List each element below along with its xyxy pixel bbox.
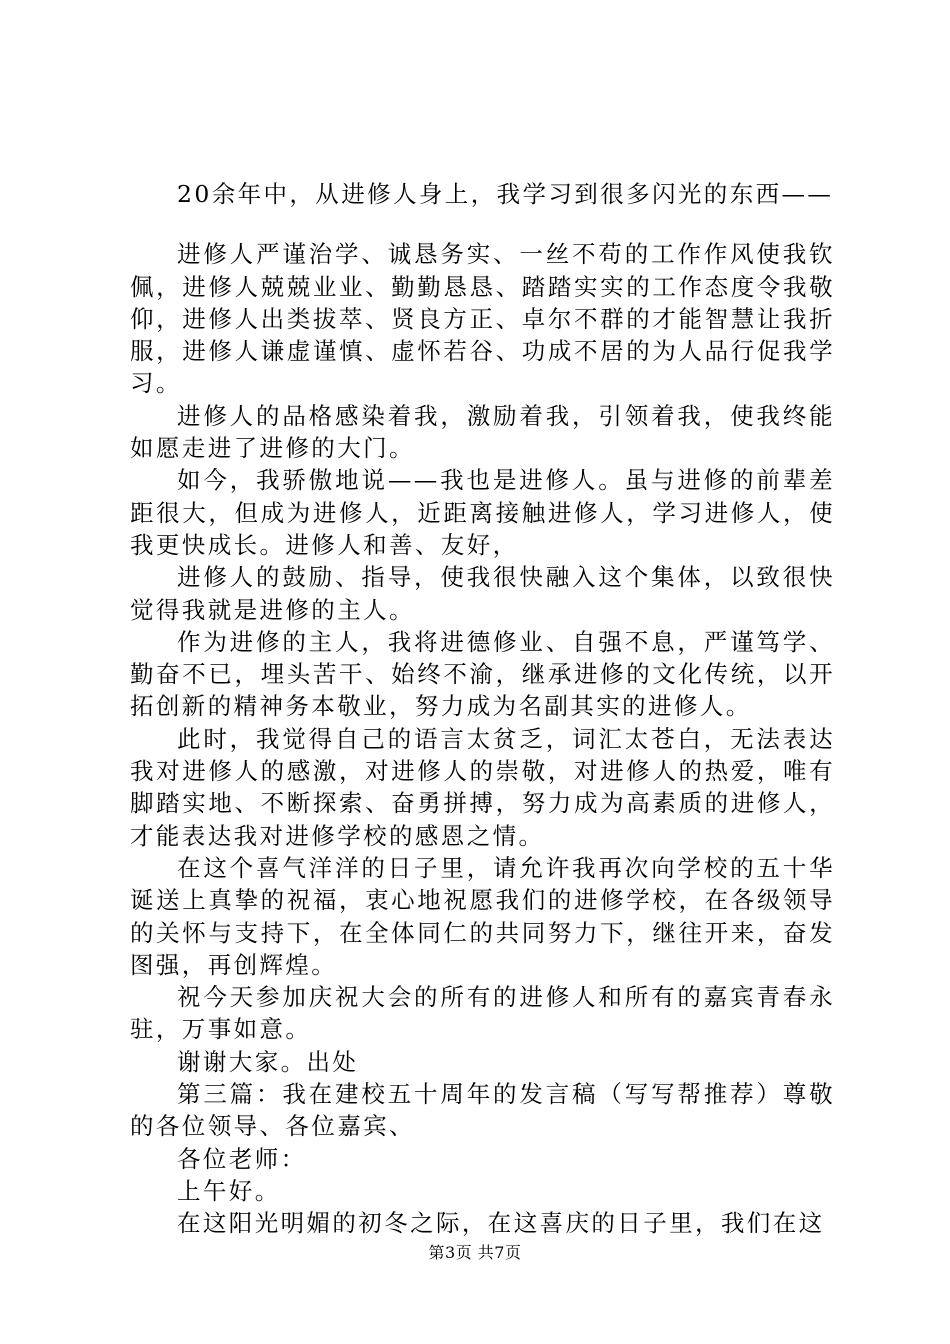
paragraph: 上午好。	[177, 1176, 281, 1205]
paragraph: 作为进修的主人，我将进德修业、自强不息，严谨笃学、勤奋不已，埋头苦干、始终不渝，继承进修的文化传统，以开拓创新的精神务本敬业，努力成为名副其实的进修人。	[130, 627, 835, 721]
paragraph: 谢谢大家。出处	[177, 1047, 359, 1076]
paragraph: 此时，我觉得自己的语言太贫乏，词汇太苍白，无法表达我对进修人的感激，对进修人的崇敬，对进修人的热爱，唯有脚踏实地、不断探索、奋勇拼搏，努力成为高素质的进修人，才能表达我对进修学校的感恩之情。	[130, 724, 835, 850]
paragraph: 如今，我骄傲地说——我也是进修人。虽与进修的前辈差距很大，但成为进修人，近距离接触进修人，学习进修人，使我更快成长。进修人和善、友好，	[130, 466, 835, 559]
paragraph-intro: 20余年中，从进修人身上，我学习到很多闪光的东西——	[177, 180, 834, 208]
paragraph: 祝今天参加庆祝大会的所有的进修人和所有的嘉宾青春永驻，万事如意。	[130, 983, 835, 1044]
paragraph: 在这阳光明媚的初冬之际，在这喜庆的日子里，我们在这	[177, 1209, 825, 1238]
paragraph: 在这个喜气洋洋的日子里，请允许我再次向学校的五十华诞送上真挚的祝福，衷心地祝愿我们的进修学校，在各级领导的关怀与支持下，在全体同仁的共同努力下，继往开来，奋发图强，再创辉煌。	[130, 853, 835, 979]
paragraph: 各位老师：	[177, 1144, 307, 1173]
paragraph-gap	[130, 210, 835, 238]
paragraph: 进修人严谨治学、诚恳务实、一丝不苟的工作作风使我钦佩，进修人兢兢业业、勤勤恳恳、踏踏实实的工作态度令我敬仰，进修人出类拔萃、贤良方正、卓尔不群的才能智慧让我折服，进修人谦虚谨慎、虚怀若谷、功成不居的为人品行促我学习。	[130, 240, 835, 398]
page-number-footer: 第3页 共7页	[428, 1243, 522, 1262]
section-heading-paragraph: 第三篇：我在建校五十周年的发言稿（写写帮推荐）尊敬的各位领导、各位嘉宾、	[130, 1080, 835, 1141]
paragraph: 进修人的品格感染着我，激励着我，引领着我，使我终能如愿走进了进修的大门。	[130, 401, 835, 463]
document-body	[130, 178, 835, 1240]
paragraph: 进修人的鼓励、指导，使我很快融入这个集体，以致很快觉得我就是进修的主人。	[130, 563, 835, 624]
